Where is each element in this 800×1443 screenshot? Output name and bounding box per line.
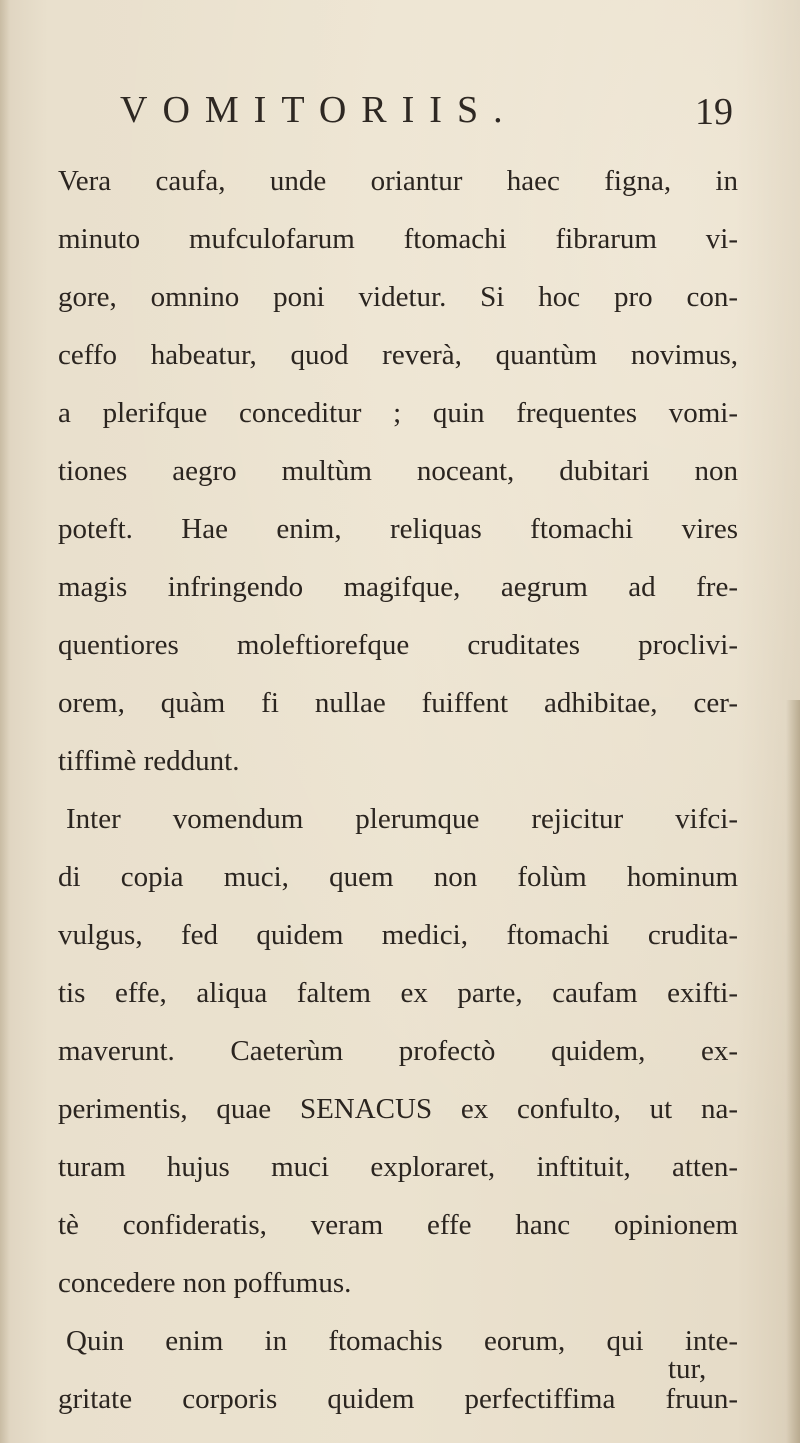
running-head <box>0 80 800 133</box>
text-line: tè confideratis, veram effe hanc opinionem <box>58 1209 738 1241</box>
text-line: tiffimè reddunt. <box>58 745 240 777</box>
text-line: gore, omnino poni videtur. Si hoc pro con- <box>58 281 738 313</box>
page-gutter-shadow <box>0 0 10 1443</box>
text-line: tis effe, aliqua faltem ex parte, caufam exifti- <box>58 977 738 1009</box>
text-line: a plerifque conceditur ; quin frequentes vomi- <box>58 397 738 429</box>
text-line: di copia muci, quem non folùm hominum <box>58 861 738 893</box>
text-line: vulgus, fed quidem medici, ftomachi crudita- <box>58 919 738 951</box>
text-line: concedere non poffumus. <box>58 1267 352 1299</box>
page-number: 19 <box>695 91 733 133</box>
text-line: Inter vomendum plerumque rejicitur vifci- <box>66 803 738 835</box>
catchword: tur, <box>668 1353 707 1385</box>
page-edge-shadow <box>786 700 800 1443</box>
text-line: poteft. Hae enim, reliquas ftomachi vires <box>58 513 738 545</box>
text-line: perimentis, quae SENACUS ex confulto, ut na- <box>58 1093 738 1125</box>
text-line: maverunt. Caeterùm profectò quidem, ex- <box>58 1035 738 1067</box>
text-line: minuto mufculofarum ftomachi fibrarum vi- <box>58 223 738 255</box>
text-line: quentiores moleftiorefque cruditates proclivi- <box>58 629 738 661</box>
running-title: VOMITORIIS. <box>120 89 518 131</box>
text-line: Quin enim in ftomachis eorum, qui inte- <box>66 1325 738 1357</box>
body-text <box>58 152 738 1428</box>
text-line: tiones aegro multùm noceant, dubitari non <box>58 455 738 487</box>
text-line: Vera caufa, unde oriantur haec figna, in <box>58 165 738 197</box>
text-line: orem, quàm fi nullae fuiffent adhibitae, cer- <box>58 687 738 719</box>
text-line: gritate corporis quidem perfectiffima fruun- <box>58 1383 738 1415</box>
text-line: ceffo habeatur, quod reverà, quantùm novimus, <box>58 339 738 371</box>
text-line: magis infringendo magifque, aegrum ad fre- <box>58 571 738 603</box>
text-line: turam hujus muci exploraret, inftituit, atten- <box>58 1151 738 1183</box>
